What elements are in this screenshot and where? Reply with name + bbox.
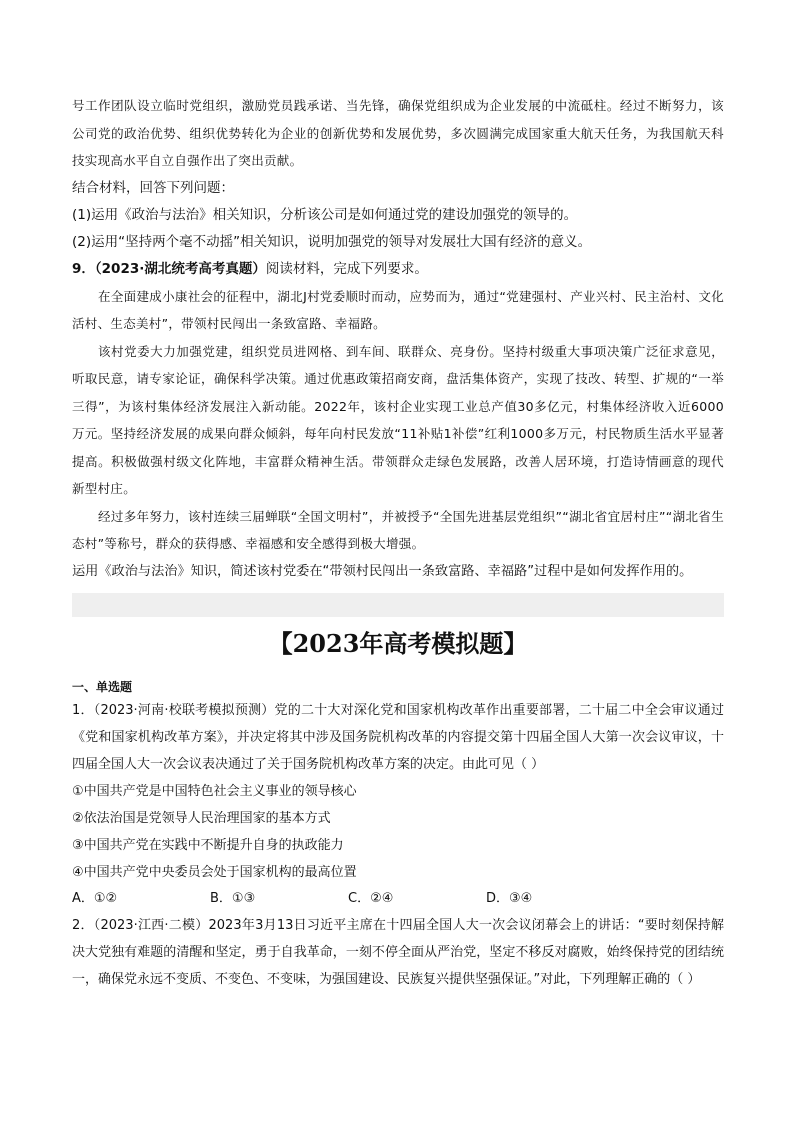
material-paragraph-top: 号工作团队设立临时党组织，激励党员践承诺、当先锋，确保党组织成为企业发展的中流砥柱。经过不断努力，该公司党的政治优势、组织优势转化为企业的创新优势和发展优势，多次圆满完成国家重大航天任务，为我国航天科技实现高水平自立自强作出了突出贡献。 — [72, 98, 724, 168]
q8-intro: 结合材料，回答下列问题： — [72, 179, 234, 196]
q9-question: 运用《政治与法治》知识，简述该村党委在“带领村民闯出一条致富路、幸福路”过程中是如何发挥作用的。 — [72, 563, 693, 579]
document-page — [72, 92, 724, 993]
section-divider-band — [72, 593, 724, 617]
mq1-option-d[interactable]: D．③④ — [486, 890, 533, 906]
mq1-options — [72, 886, 724, 912]
q9-prompt: 阅读材料，完成下列要求。 — [265, 260, 428, 277]
mq2-stem-text: 2023年3月13日习近平主席在十四届全国人大一次会议闭幕会上的讲话：“要时刻保持解决大党独有难题的清醒和坚定，勇于自我革命，一刻不停全面从严治党，坚定不移反对腐败，始终保持党的团结统一，确保党永远不变质、不变色、不变味，为强国建设、民族复兴提供坚强保证。”对此，下列理解正确的（ ） — [72, 917, 724, 987]
q8-sub2: (2)运用“坚持两个毫不动摇”相关知识，说明加强党的领导对发展壮大国有经济的意义。 — [72, 233, 592, 250]
mq1-option-b[interactable]: B．①③ — [210, 890, 256, 906]
q8-sub1: (1)运用《政治与法治》相关知识，分析该公司是如何通过党的建设加强党的领导的。 — [72, 206, 578, 223]
q9-source: （2023·湖北统考高考真题） — [94, 260, 266, 277]
mq1-stem — [72, 697, 724, 778]
mq1-choice-3: ③中国共产党在实践中不断提升自身的执政能力 — [72, 837, 344, 853]
mq1-option-a[interactable]: A．①② — [72, 890, 118, 906]
q9-header — [72, 256, 724, 283]
mq2-number: 2． — [72, 917, 94, 933]
q9-material-paragraph-2: 该村党委大力加强党建，组织党员进网格、到车间、联群众、亮身份。坚持村级重大事项决策广泛征求意见，听取民意，请专家论证，确保科学决策。通过优惠政策招商安商，盘活集体资产，实现了技改、转型、扩规的“一举三得”，为该村集体经济发展注入新动能。2022年，该村企业实现工业总产值30多亿元，村集体经济收入近6000万元。坚持经济发展的成果向群众倾斜，每年向村民发放“11补贴1补偿”红利1000多万元，村民物质生活水平显著提高。积极做强村级文化阵地，丰富群众精神生活。带领群众走绿色发展路，改善人居环境，打造诗情画意的现代新型村庄。 — [72, 343, 724, 496]
mq1-choice-2: ②依法治国是党领导人民治理国家的基本方式 — [72, 810, 331, 826]
mq1-number: 1． — [72, 702, 94, 718]
mq2-stem — [72, 912, 724, 993]
section-title: 【2023年高考模拟题】 — [268, 628, 528, 658]
mq1-source: （2023·河南·校联考模拟预测） — [93, 702, 275, 718]
mq1-stem-text: 党的二十大对深化党和国家机构改革作出重要部署，二十届二中全会审议通过《党和国家机构改革方案》，并决定将其中涉及国务院机构改革的内容提交第十四届全国人大第一次会议审议，十四届全国人大一次会议表决通过了关于国务院机构改革方案的决定。由此可见（ ） — [72, 702, 724, 772]
q9-material-paragraph-3: 经过多年努力，该村连续三届蝉联“全国文明村”，并被授予“全国先进基层党组织”“湖北省宜居村庄”“湖北省生态村”等称号，群众的获得感、幸福感和安全感得到极大增强。 — [72, 508, 724, 551]
mq2-source: （2023·江西·二模） — [93, 917, 209, 933]
q9-material-paragraph-1: 在全面建成小康社会的征程中，湖北J村党委顺时而动，应势而为，通过“党建强村、产业兴村、民主治村、文化活村、生态美村”，带领村民闯出一条致富路、幸福路。 — [72, 288, 724, 331]
q9-number: 9． — [72, 260, 95, 277]
sub-section-heading: 一、单选题 — [72, 679, 133, 694]
mq1-choice-4: ④中国共产党中央委员会处于国家机构的最高位置 — [72, 864, 357, 880]
mq1-choice-1: ①中国共产党是中国特色社会主义事业的领导核心 — [72, 783, 357, 799]
mq1-option-c[interactable]: C．②④ — [348, 890, 394, 906]
